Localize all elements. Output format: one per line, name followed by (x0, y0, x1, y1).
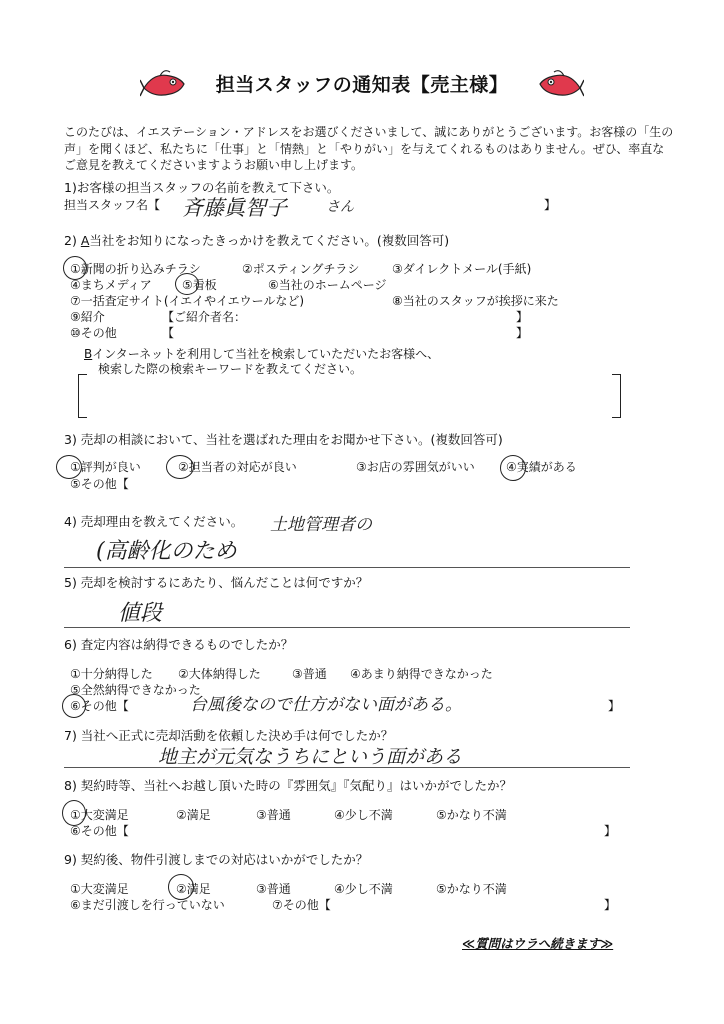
q2-question (64, 233, 449, 248)
answer-circle-mark (62, 800, 86, 826)
q2-option-4: ④まちメディア (70, 278, 152, 292)
q2-prefix: 2) (64, 233, 81, 248)
q1-answer: 斉藤眞智子 (182, 196, 287, 220)
q9-question: 9) 契約後、物件引渡しまでの対応はいかがでしたか？ (64, 852, 369, 867)
q6-question: 6) 査定内容は納得できるものでしたか？ (64, 637, 294, 652)
q2-other-open: 【 (162, 326, 175, 340)
q2-option-7: ⑦一括査定サイト(イエイやイエウールなど) (70, 294, 305, 308)
answer-circle-mark (56, 455, 82, 479)
q4-answer-line (64, 567, 630, 568)
q2-b-line2: 検索した際の検索キーワードを教えてください。 (98, 362, 363, 376)
q7-answer-line (64, 767, 630, 768)
q6-option-6: ⑥その他【 (70, 699, 129, 713)
q8-option-5: ⑤かなり不満 (436, 808, 507, 822)
q3-option-3: ③お店の雰囲気がいい (356, 460, 475, 474)
q8-close: 】 (604, 824, 617, 838)
q9-option-1: ①大変満足 (70, 882, 129, 896)
fish-icon (538, 66, 584, 102)
q9-option-2: ②満足 (176, 882, 211, 896)
q6-option-3: ③普通 (292, 667, 327, 681)
q2-option-3: ③ダイレクトメール(手紙) (392, 262, 532, 276)
q2-option-1: ①新聞の折り込みチラシ (70, 262, 201, 276)
q6-close: 】 (608, 699, 621, 713)
q8-option-3: ③普通 (256, 808, 291, 822)
q2-option-2: ②ポスティングチラシ (242, 262, 360, 276)
q9-option-5: ⑤かなり不満 (436, 882, 507, 896)
q2-a-letter: A (80, 233, 90, 248)
header (140, 66, 584, 102)
q5-answer-line (64, 627, 630, 628)
q5-answer: 値段 (118, 601, 163, 626)
q8-option-6: ⑥その他【 (70, 824, 129, 838)
q4-answer: (高齢化のため (96, 539, 237, 564)
q8-option-2: ②満足 (176, 808, 211, 822)
q6-answer: 台風後なので仕方がない面がある。 (190, 695, 462, 715)
answer-circle-mark (175, 273, 199, 295)
keyword-box-right-bracket (612, 374, 621, 418)
q5-question: 5) 売却を検討するにあたり、悩んだことは何ですか？ (64, 575, 369, 590)
answer-circle-mark (166, 455, 194, 479)
q2-other-close: 】 (516, 326, 529, 340)
q9-option-3: ③普通 (256, 882, 291, 896)
q7-answer: 地主が元気なうちにという面がある (158, 746, 463, 768)
q2-question-text: 当社をお知りになったきっかけを教えてください。(複数回答可) (89, 233, 450, 248)
q2-b-letter: B (84, 347, 93, 361)
q1-close: 】 (544, 198, 557, 212)
q2-option-8: ⑧当社のスタッフが挨拶に来た (392, 294, 559, 308)
q3-option-2: ②担当者の対応が良い (178, 460, 297, 474)
q3-option-5: ⑤その他【 (70, 477, 129, 491)
keyword-box-left-bracket (78, 374, 87, 418)
q1-label: 担当スタッフ名【 (64, 198, 161, 212)
q9-close: 】 (604, 898, 617, 912)
q6-option-1: ①十分納得した (70, 667, 153, 681)
intro-text: このたびは、イエステーション・アドレスをお選びくださいまして、誠にありがとうございます。お客様の「生の声」を聞くほど、私たちに「仕事」と「情熱」と「やりがい」を与えてくれるものはありません。ぜひ、率直なご意見を教えてくださいますようお願い申し上げます。 (64, 125, 674, 172)
q1-honorific: さん (326, 199, 354, 215)
q3-option-4: ④実績がある (506, 460, 577, 474)
q2-option-5: ⑤看板 (182, 278, 217, 292)
q3-question: 3) 売却の相談において、当社を選ばれた理由をお聞かせ下さい。(複数回答可) (64, 432, 503, 447)
q6-option-4: ④あまり納得できなかった (350, 667, 493, 681)
answer-circle-mark (62, 694, 86, 718)
q6-option-5: ⑤全然納得できなかった (70, 683, 201, 697)
q6-option-2: ②大体納得した (178, 667, 261, 681)
q7-question: 7) 当社へ正式に売却活動を依頼した決め手は何でしたか？ (64, 728, 394, 743)
q2-b-line1-text: インターネットを利用して当社を検索していただいたお客様へ、 (92, 347, 440, 361)
q8-question: 8) 契約時等、当社へお越し頂いた時の『雰囲気』『気配り』はいかがでしたか？ (64, 778, 513, 793)
q2-option-6: ⑥当社のホームページ (268, 278, 387, 292)
page-title: 担当スタッフの通知表【売主様】 (215, 74, 509, 96)
q9-option-4: ④少し不満 (334, 882, 393, 896)
q8-option-1: ①大変満足 (70, 808, 129, 822)
q2-option-10: ⑩その他 (70, 326, 117, 340)
q2-b-line1 (84, 347, 439, 362)
answer-circle-mark (500, 455, 526, 481)
q9-option-6: ⑥まだ引渡しを行っていない (70, 898, 225, 912)
q2-introducer-label: 【ご紹介者名： (162, 310, 247, 324)
fish-icon (140, 66, 186, 102)
q2-introducer-close: 】 (516, 310, 529, 324)
answer-circle-mark (168, 874, 194, 900)
q3-option-1: ①評判が良い (70, 460, 141, 474)
footer-note: ≪質問はウラへ続きます≫ (462, 936, 614, 951)
q2-option-9: ⑨紹介 (70, 310, 105, 324)
q9-option-7: ⑦その他【 (272, 898, 331, 912)
q1-question: 1)お客様の担当スタッフの名前を教えて下さい。 (64, 180, 340, 195)
q4-answer-top: 土地管理者の (270, 515, 372, 535)
q8-option-4: ④少し不満 (334, 808, 393, 822)
q4-question: 4) 売却理由を教えてください。 (64, 514, 244, 529)
answer-circle-mark (63, 256, 87, 280)
